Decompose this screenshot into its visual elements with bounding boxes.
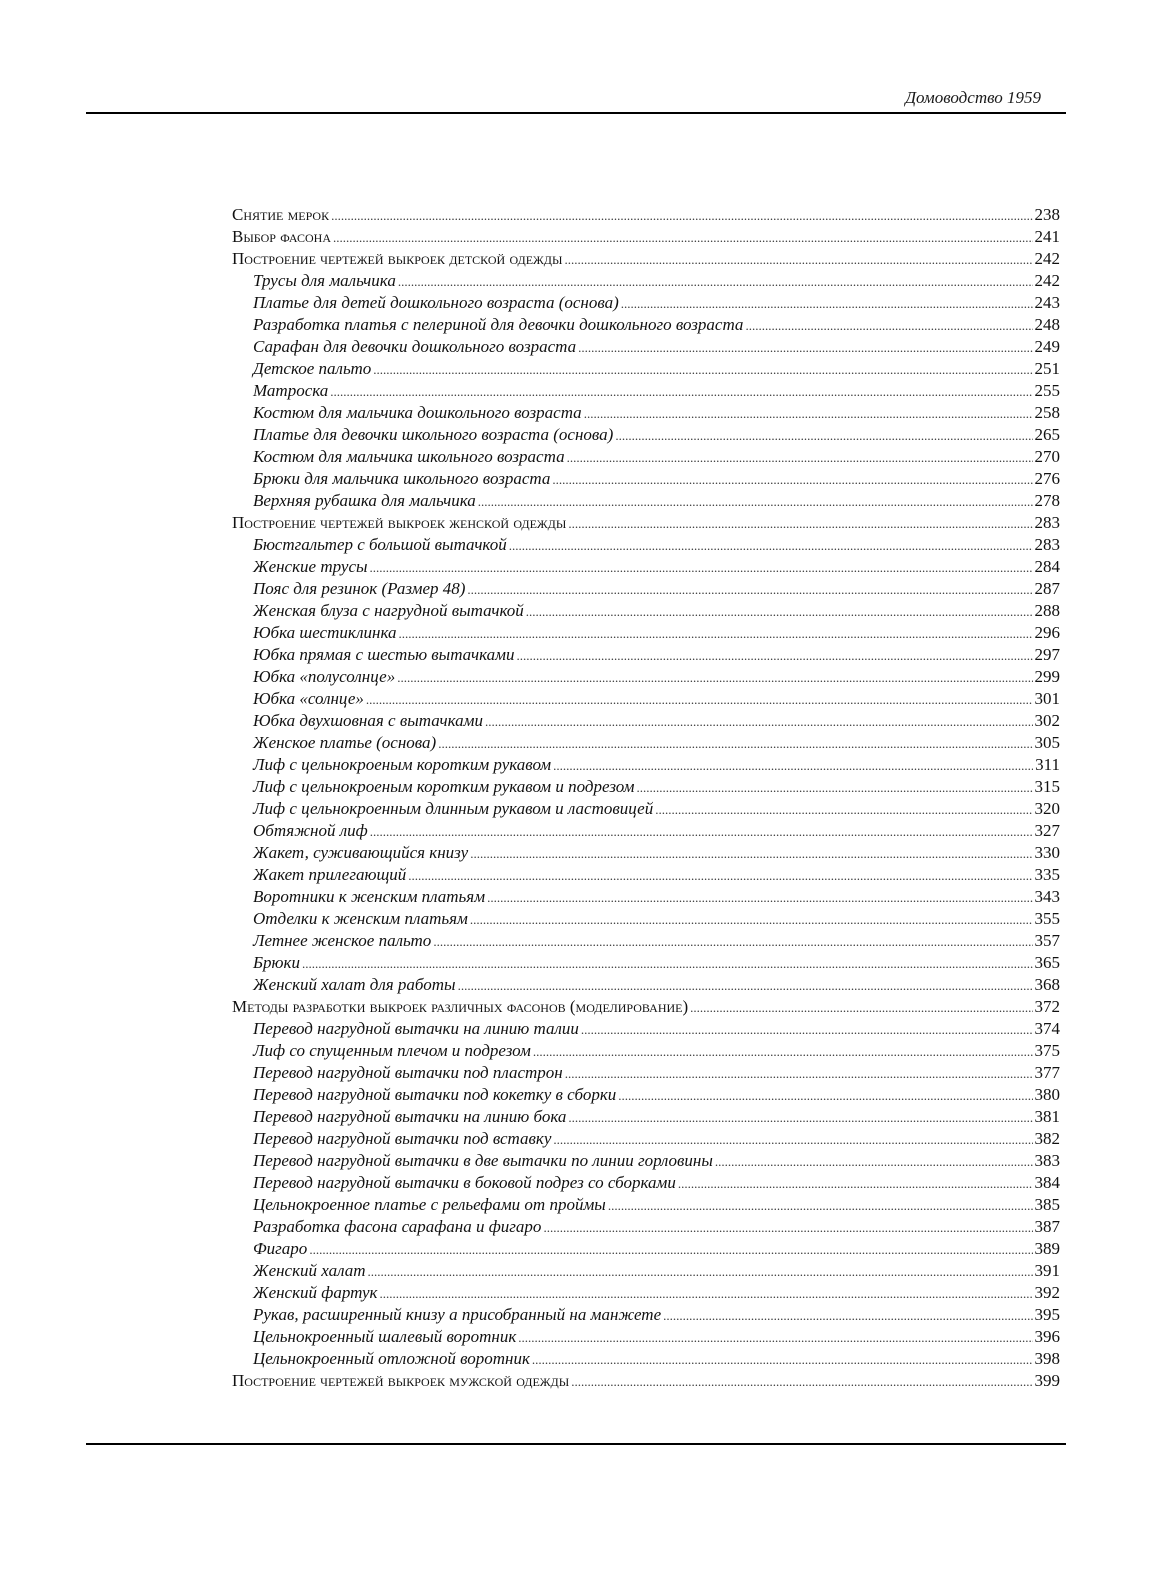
toc-page-number: 276 <box>1034 469 1060 488</box>
toc-page-number: 374 <box>1034 1019 1060 1038</box>
toc-subsection-entry[interactable] <box>232 688 1060 710</box>
toc-subsection-entry[interactable] <box>232 1282 1060 1304</box>
toc-dot-leader <box>370 821 1033 842</box>
toc-page-number: 287 <box>1034 579 1060 598</box>
toc-page-number: 385 <box>1034 1195 1060 1214</box>
toc-page-number: 242 <box>1034 271 1060 290</box>
toc-entry-title: Платье для детей дошкольного возраста (основа) <box>253 293 619 312</box>
toc-dot-leader <box>458 975 1033 996</box>
toc-entry-title: Юбка прямая с шестью вытачками <box>253 645 515 664</box>
toc-page-number: 380 <box>1034 1085 1060 1104</box>
toc-subsection-entry[interactable] <box>232 600 1060 622</box>
toc-subsection-entry[interactable] <box>232 864 1060 886</box>
toc-entry-title: Перевод нагрудной вытачки в боковой подрез со сборками <box>253 1173 676 1192</box>
toc-page-number: 320 <box>1034 799 1060 818</box>
toc-subsection-entry[interactable] <box>232 666 1060 688</box>
toc-subsection-entry[interactable] <box>232 534 1060 556</box>
toc-subsection-entry[interactable] <box>232 1172 1060 1194</box>
toc-dot-leader <box>567 447 1033 468</box>
toc-subsection-entry[interactable] <box>232 1238 1060 1260</box>
toc-entry-title: Перевод нагрудной вытачки под вставку <box>253 1129 552 1148</box>
toc-dot-leader <box>663 1305 1032 1326</box>
toc-page-number: 398 <box>1034 1349 1060 1368</box>
toc-dot-leader <box>398 271 1033 292</box>
toc-entry-title: Женские трусы <box>253 557 368 576</box>
toc-subsection-entry[interactable] <box>232 710 1060 732</box>
toc-page-number: 311 <box>1035 755 1060 774</box>
toc-page-number: 389 <box>1034 1239 1060 1258</box>
toc-entry-title: Фигаро <box>253 1239 308 1258</box>
toc-dot-leader <box>745 315 1032 336</box>
toc-entry-title: Перевод нагрудной вытачки на линию бока <box>253 1107 567 1126</box>
toc-entry-title: Построение чертежей выкроек женской одежды <box>232 513 567 532</box>
toc-entry-title: Костюм для мальчика школьного возраста <box>253 447 565 466</box>
toc-page-number: 302 <box>1034 711 1060 730</box>
toc-subsection-entry[interactable] <box>232 1194 1060 1216</box>
toc-entry-title: Перевод нагрудной вытачки в две вытачки по линии горловины <box>253 1151 713 1170</box>
toc-page-number: 335 <box>1034 865 1060 884</box>
toc-subsection-entry[interactable] <box>232 732 1060 754</box>
toc-entry-title: Обтяжной лиф <box>253 821 368 840</box>
toc-dot-leader <box>370 557 1033 578</box>
toc-page-number: 238 <box>1034 205 1060 224</box>
toc-dot-leader <box>552 469 1032 490</box>
toc-page-number: 251 <box>1034 359 1060 378</box>
toc-page-number: 284 <box>1034 557 1060 576</box>
toc-section-entry[interactable] <box>232 996 1060 1018</box>
toc-dot-leader <box>608 1195 1033 1216</box>
toc-subsection-entry[interactable] <box>232 776 1060 798</box>
toc-dot-leader <box>533 1041 1033 1062</box>
toc-page-number: 391 <box>1034 1261 1060 1280</box>
toc-entry-title: Лиф с цельнокроенным длинным рукавом и ластовицей <box>253 799 654 818</box>
toc-subsection-entry[interactable] <box>232 292 1060 314</box>
toc-page-number: 399 <box>1034 1371 1060 1390</box>
toc-entry-title: Бюстгальтер с большой вытачкой <box>253 535 507 554</box>
toc-subsection-entry[interactable] <box>232 1106 1060 1128</box>
running-header-title: Домоводство 1959 <box>905 88 1041 107</box>
toc-entry-title: Платье для девочки школьного возраста (основа) <box>253 425 614 444</box>
toc-entry-title: Построение чертежей выкроек детской одежды <box>232 249 563 268</box>
toc-entry-title: Сарафан для девочки дошкольного возраста <box>253 337 577 356</box>
toc-dot-leader <box>373 359 1032 380</box>
toc-dot-leader <box>581 1019 1033 1040</box>
toc-subsection-entry[interactable] <box>232 1260 1060 1282</box>
toc-page-number: 242 <box>1034 249 1060 268</box>
toc-page-number: 368 <box>1034 975 1060 994</box>
toc-dot-leader <box>564 249 1032 270</box>
toc-page-number: 343 <box>1034 887 1060 906</box>
toc-page-number: 283 <box>1034 513 1060 532</box>
toc-subsection-entry[interactable] <box>232 358 1060 380</box>
toc-section-entry[interactable] <box>232 1370 1060 1392</box>
toc-page-number: 327 <box>1034 821 1060 840</box>
toc-page-number: 297 <box>1034 645 1060 664</box>
toc-subsection-entry[interactable] <box>232 1062 1060 1084</box>
toc-entry-title: Жакет прилегающий <box>253 865 407 884</box>
toc-section-entry[interactable] <box>232 226 1060 248</box>
toc-entry-title: Юбка шестиклинка <box>253 623 397 642</box>
toc-dot-leader <box>690 997 1032 1018</box>
toc-subsection-entry[interactable] <box>232 930 1060 952</box>
toc-entry-title: Детское пальто <box>253 359 372 378</box>
toc-dot-leader <box>333 227 1033 248</box>
toc-entry-title: Лиф со спущенным плечом и подрезом <box>253 1041 531 1060</box>
toc-dot-leader <box>438 733 1032 754</box>
toc-page-number: 382 <box>1034 1129 1060 1148</box>
toc-subsection-entry[interactable] <box>232 1348 1060 1370</box>
toc-dot-leader <box>568 513 1032 534</box>
toc-dot-leader <box>615 425 1032 446</box>
toc-dot-leader <box>715 1151 1033 1172</box>
toc-dot-leader <box>636 777 1032 798</box>
toc-page-number: 377 <box>1034 1063 1060 1082</box>
toc-page-number: 315 <box>1034 777 1060 796</box>
toc-dot-leader <box>532 1349 1033 1370</box>
toc-subsection-entry[interactable] <box>232 908 1060 930</box>
toc-dot-leader <box>331 205 1032 226</box>
toc-entry-title: Лиф с цельнокроеным коротким рукавом и подрезом <box>253 777 635 796</box>
toc-page-number: 357 <box>1034 931 1060 950</box>
toc-page-number: 392 <box>1034 1283 1060 1302</box>
toc-entry-title: Отделки к женским платьям <box>253 909 468 928</box>
toc-entry-title: Лиф с цельнокроеным коротким рукавом <box>253 755 552 774</box>
toc-entry-title: Женский халат <box>253 1261 366 1280</box>
toc-subsection-entry[interactable] <box>232 380 1060 402</box>
toc-page-number: 384 <box>1034 1173 1060 1192</box>
toc-entry-title: Снятие мерок <box>232 205 330 224</box>
toc-entry-title: Перевод нагрудной вытачки под пластрон <box>253 1063 563 1082</box>
toc-dot-leader <box>553 1129 1032 1150</box>
toc-entry-title: Женский халат для работы <box>253 975 456 994</box>
toc-page-number: 296 <box>1034 623 1060 642</box>
toc-dot-leader <box>380 1283 1033 1304</box>
toc-subsection-entry[interactable] <box>232 754 1060 776</box>
toc-page-number: 395 <box>1034 1305 1060 1324</box>
toc-page-number: 255 <box>1034 381 1060 400</box>
header-rule <box>86 112 1066 114</box>
toc-entry-title: Построение чертежей выкроек мужской одежды <box>232 1371 570 1390</box>
toc-subsection-entry[interactable] <box>232 820 1060 842</box>
toc-entry-title: Жакет, суживающийся книзу <box>253 843 469 862</box>
toc-subsection-entry[interactable] <box>232 1018 1060 1040</box>
toc-page-number: 288 <box>1034 601 1060 620</box>
toc-dot-leader <box>485 711 1033 732</box>
toc-subsection-entry[interactable] <box>232 490 1060 512</box>
toc-dot-leader <box>553 755 1033 776</box>
toc-entry-title: Матроска <box>253 381 329 400</box>
toc-dot-leader <box>330 381 1032 402</box>
toc-entry-title: Юбка «полусолнце» <box>253 667 396 686</box>
toc-subsection-entry[interactable] <box>232 886 1060 908</box>
toc-entry-title: Юбка «солнце» <box>253 689 364 708</box>
toc-entry-title: Воротники к женским платьям <box>253 887 486 906</box>
toc-page-number: 258 <box>1034 403 1060 422</box>
toc-page-number: 301 <box>1034 689 1060 708</box>
toc-entry-title: Женский фартук <box>253 1283 378 1302</box>
toc-dot-leader <box>678 1173 1033 1194</box>
toc-subsection-entry[interactable] <box>232 1216 1060 1238</box>
toc-dot-leader <box>655 799 1032 820</box>
toc-entry-title: Рукав, расширенный книзу а присобранный на манжете <box>253 1305 662 1324</box>
toc-subsection-entry[interactable] <box>232 644 1060 666</box>
toc-subsection-entry[interactable] <box>232 446 1060 468</box>
toc-page-number: 387 <box>1034 1217 1060 1236</box>
toc-dot-leader <box>368 1261 1033 1282</box>
toc-entry-title: Выбор фасона <box>232 227 331 246</box>
toc-dot-leader <box>565 1063 1033 1084</box>
toc-page-number: 396 <box>1034 1327 1060 1346</box>
toc-dot-leader <box>478 491 1033 512</box>
table-of-contents <box>232 204 1060 1392</box>
toc-dot-leader <box>366 689 1033 710</box>
toc-section-entry[interactable] <box>232 248 1060 270</box>
toc-section-entry[interactable] <box>232 512 1060 534</box>
toc-dot-leader <box>470 843 1032 864</box>
toc-page-number: 372 <box>1034 997 1060 1016</box>
toc-entry-title: Летнее женское пальто <box>253 931 432 950</box>
toc-subsection-entry[interactable] <box>232 402 1060 424</box>
toc-dot-leader <box>543 1217 1032 1238</box>
toc-page-number: 355 <box>1034 909 1060 928</box>
toc-dot-leader <box>618 1085 1032 1106</box>
toc-subsection-entry[interactable] <box>232 1128 1060 1150</box>
toc-entry-title: Пояс для резинок (Размер 48) <box>253 579 466 598</box>
toc-section-entry[interactable] <box>232 204 1060 226</box>
toc-entry-title: Перевод нагрудной вытачки на линию талии <box>253 1019 579 1038</box>
toc-subsection-entry[interactable] <box>232 1326 1060 1348</box>
toc-subsection-entry[interactable] <box>232 468 1060 490</box>
toc-page-number: 375 <box>1034 1041 1060 1060</box>
toc-subsection-entry[interactable] <box>232 1304 1060 1326</box>
toc-dot-leader <box>433 931 1032 952</box>
toc-dot-leader <box>516 645 1032 666</box>
toc-dot-leader <box>302 953 1033 974</box>
toc-entry-title: Цельнокроенный шалевый воротник <box>253 1327 517 1346</box>
toc-entry-title: Верхняя рубашка для мальчика <box>253 491 476 510</box>
toc-subsection-entry[interactable] <box>232 314 1060 336</box>
toc-subsection-entry[interactable] <box>232 578 1060 600</box>
toc-entry-title: Перевод нагрудной вытачки под кокетку в сборки <box>253 1085 617 1104</box>
toc-dot-leader <box>509 535 1033 556</box>
toc-subsection-entry[interactable] <box>232 424 1060 446</box>
toc-entry-title: Трусы для мальчика <box>253 271 396 290</box>
toc-entry-title: Брюки для мальчика школьного возраста <box>253 469 551 488</box>
toc-subsection-entry[interactable] <box>232 556 1060 578</box>
toc-entry-title: Костюм для мальчика дошкольного возраста <box>253 403 582 422</box>
toc-dot-leader <box>487 887 1032 908</box>
toc-page-number: 299 <box>1034 667 1060 686</box>
toc-dot-leader <box>397 667 1032 688</box>
toc-subsection-entry[interactable] <box>232 952 1060 974</box>
toc-entry-title: Цельнокроенное платье с рельефами от проймы <box>253 1195 606 1214</box>
toc-dot-leader <box>571 1371 1032 1392</box>
toc-entry-title: Методы разработки выкроек различных фасонов (моделирование) <box>232 997 689 1016</box>
toc-page-number: 243 <box>1034 293 1060 312</box>
toc-subsection-entry[interactable] <box>232 1040 1060 1062</box>
toc-page-number: 241 <box>1034 227 1060 246</box>
toc-dot-leader <box>467 579 1032 600</box>
toc-page-number: 249 <box>1034 337 1060 356</box>
toc-subsection-entry[interactable] <box>232 1150 1060 1172</box>
toc-subsection-entry[interactable] <box>232 270 1060 292</box>
toc-entry-title: Цельнокроенный отложной воротник <box>253 1349 530 1368</box>
toc-dot-leader <box>621 293 1033 314</box>
toc-dot-leader <box>518 1327 1032 1348</box>
toc-page-number: 330 <box>1034 843 1060 862</box>
toc-entry-title: Женское платье (основа) <box>253 733 437 752</box>
toc-subsection-entry[interactable] <box>232 842 1060 864</box>
toc-subsection-entry[interactable] <box>232 798 1060 820</box>
toc-dot-leader <box>584 403 1033 424</box>
toc-page-number: 381 <box>1034 1107 1060 1126</box>
toc-page-number: 248 <box>1034 315 1060 334</box>
toc-dot-leader <box>568 1107 1032 1128</box>
toc-subsection-entry[interactable] <box>232 1084 1060 1106</box>
toc-page-number: 270 <box>1034 447 1060 466</box>
toc-entry-title: Брюки <box>253 953 300 972</box>
toc-dot-leader <box>470 909 1033 930</box>
toc-subsection-entry[interactable] <box>232 622 1060 644</box>
toc-dot-leader <box>399 623 1033 644</box>
toc-entry-title: Разработка платья с пелериной для девочки дошкольного возраста <box>253 315 744 334</box>
toc-page-number: 265 <box>1034 425 1060 444</box>
toc-entry-title: Разработка фасона сарафана и фигаро <box>253 1217 542 1236</box>
toc-dot-leader <box>578 337 1032 358</box>
toc-page-number: 305 <box>1034 733 1060 752</box>
toc-page-number: 278 <box>1034 491 1060 510</box>
toc-dot-leader <box>408 865 1032 886</box>
toc-subsection-entry[interactable] <box>232 336 1060 358</box>
toc-dot-leader <box>526 601 1033 622</box>
footer-rule <box>86 1443 1066 1445</box>
toc-dot-leader <box>309 1239 1032 1260</box>
toc-entry-title: Женская блуза с нагрудной вытачкой <box>253 601 524 620</box>
toc-page-number: 383 <box>1034 1151 1060 1170</box>
toc-page-number: 283 <box>1034 535 1060 554</box>
toc-page-number: 365 <box>1034 953 1060 972</box>
toc-subsection-entry[interactable] <box>232 974 1060 996</box>
toc-entry-title: Юбка двухшовная с вытачками <box>253 711 483 730</box>
